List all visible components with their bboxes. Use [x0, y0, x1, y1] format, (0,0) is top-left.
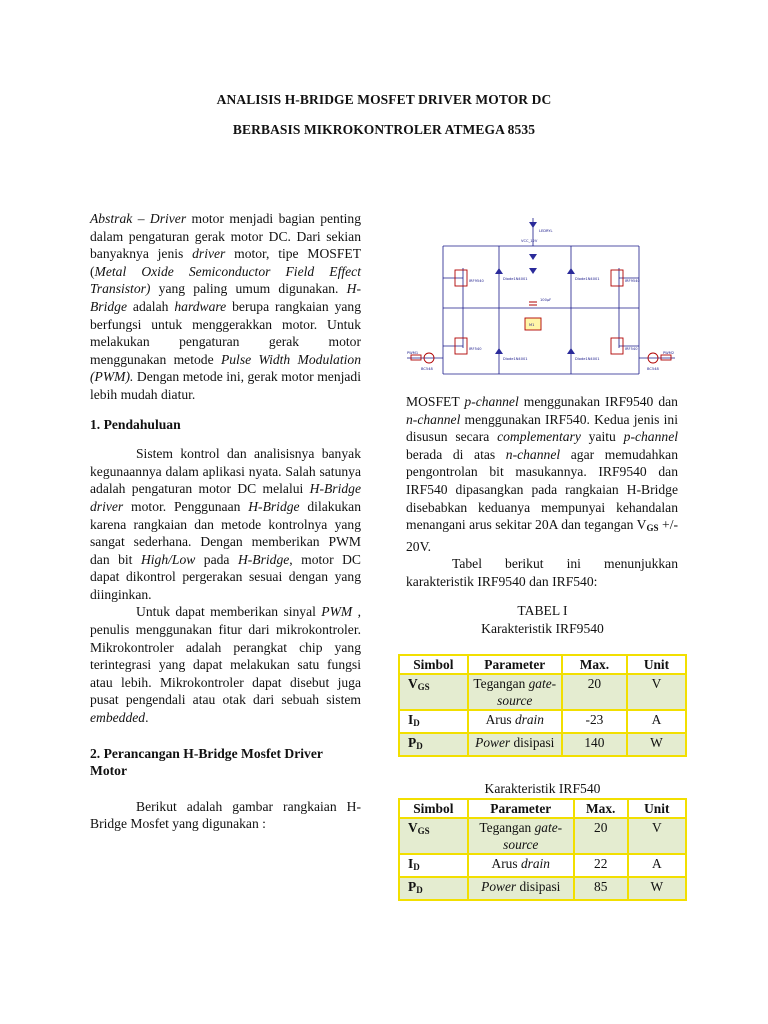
- section-1-paragraph-2: [90, 603, 361, 726]
- max-cell: -23: [562, 710, 627, 733]
- text-run: embedded: [90, 710, 146, 726]
- text-run: H-Bridge: [90, 281, 361, 314]
- text-run: Tegangan: [479, 820, 535, 835]
- table-header-cell: Simbol: [399, 655, 468, 674]
- label-d3: Diode1N4001: [503, 357, 528, 361]
- table-header-cell: Max.: [562, 655, 627, 674]
- label-d1: Diode1N4001: [503, 277, 528, 281]
- unit-cell: A: [628, 854, 686, 877]
- text-run: yaitu: [580, 429, 624, 445]
- symbol-cell: [399, 854, 468, 877]
- text-run: menggunakan IRF9540 dan: [518, 394, 678, 409]
- parameter-cell: [468, 818, 574, 854]
- text-run: n-channel: [505, 446, 561, 462]
- text-run: H-Bridge: [237, 551, 290, 567]
- symbol-letter: I: [408, 856, 414, 871]
- text-run: gate-source: [503, 820, 563, 852]
- text-run: disipasi: [516, 879, 561, 894]
- symbol-letter: V: [408, 820, 418, 835]
- text-run: Pulse Width Modulation (PWM).: [90, 351, 361, 385]
- section-2-heading: 2. Perancangan H-Bridge Mosfet Driver Motor: [90, 745, 323, 779]
- table-row: [399, 854, 686, 877]
- text-run: Arus: [491, 856, 521, 871]
- text-run: adalah: [127, 298, 175, 314]
- label-d4: Diode1N4001: [575, 357, 600, 361]
- parameter-cell: [468, 733, 562, 756]
- table-row: [399, 674, 686, 710]
- text-run: –: [132, 211, 150, 226]
- symbol-cell: [399, 674, 468, 710]
- table-2-caption: Karakteristik IRF540: [484, 781, 601, 796]
- text-run: Sistem kontrol dan analisisnya banyak kegunaannya dalam aplikasi nyata. Salah satunya adalah pengaturan motor DC melalui: [90, 446, 361, 497]
- text-run: +/- 20V.: [406, 517, 678, 554]
- text-run: gate-source: [497, 676, 557, 708]
- text-run: yang paling umum digunakan.: [150, 281, 347, 297]
- text-run: pada: [195, 551, 238, 567]
- table-header-row: [399, 799, 686, 818]
- symbol-subscript: D: [413, 862, 420, 872]
- text-run: Berikut adalah gambar rangkaian H-Bridge Mosfet yang digunakan :: [90, 798, 361, 832]
- table-irf540: [398, 798, 687, 901]
- text-run: drain: [514, 712, 544, 727]
- abstract-paragraph: [90, 210, 361, 404]
- label-q3: IRF540: [469, 347, 482, 351]
- section-1-paragraph-1: [90, 445, 361, 603]
- text-run: Driver: [149, 211, 187, 226]
- symbol-letter: V: [408, 676, 418, 691]
- table-row: [399, 710, 686, 733]
- text-run: motor, tipe MOSFET (: [90, 246, 361, 279]
- parameter-cell: [468, 674, 562, 710]
- table-1-label: TABEL I: [517, 603, 568, 618]
- text-run: Metal Oxide Semiconductor Field Effect Transistor): [90, 263, 361, 297]
- max-cell: 20: [574, 818, 628, 854]
- text-run: .: [145, 710, 149, 726]
- table-header-cell: Max.: [574, 799, 628, 818]
- parameter-cell: [468, 710, 562, 733]
- unit-cell: V: [628, 818, 686, 854]
- parameter-cell: [468, 877, 574, 900]
- h-bridge-schematic: [403, 208, 679, 384]
- label-d2: Diode1N4001: [575, 277, 600, 281]
- label-q1: IRF9540: [469, 279, 484, 283]
- text-run: MOSFET: [406, 394, 465, 409]
- max-cell: 22: [574, 854, 628, 877]
- text-run: , motor DC dapat dikontrol pergerakan sesuai dengan yang diinginkan.: [90, 551, 361, 602]
- text-run: drain: [520, 856, 550, 871]
- text-run: Tabel berikut ini menunjukkan karakteristik IRF9540 dan IRF540:: [406, 556, 678, 589]
- text-run: Dengan metode ini, gerak motor menjadi lebih mudah diatur.: [90, 369, 361, 402]
- table-irf9540: [398, 654, 687, 757]
- label-vcc: VCC_12V: [521, 239, 538, 243]
- text-run: , penulis menggunakan fitur dari mikrokontroler. Mikrokontroler adalah perangkat chip yang terintegrasi yang dapat melakukan satu fungsi atau lebih. Mikrokontroler dapat disebut juga pusat pengendali atau otak dari sebuah sistem: [90, 604, 361, 708]
- symbol-subscript: GS: [417, 682, 430, 692]
- unit-cell: W: [627, 733, 686, 756]
- text-run: agar memudahkan pengontrolan bit masukannya. IRF9540 dan IRF540 dipasangkan pada rangkaian H-Bridge disebabkan keduanya mempunyai kehandalan menangani arus sekitar 20A dan tegangan V: [406, 446, 678, 533]
- left-column: [90, 210, 361, 833]
- text-run: disipasi: [510, 735, 555, 750]
- symbol-letter: P: [408, 735, 417, 750]
- table-header-row: [399, 655, 686, 674]
- table-header-cell: Unit: [628, 799, 686, 818]
- symbol-cell: [399, 710, 468, 733]
- text-run: Abstrak: [90, 211, 133, 226]
- text-run: Power: [481, 879, 517, 894]
- label-bc-right: BC548: [647, 367, 659, 371]
- symbol-subscript: D: [416, 741, 423, 751]
- max-cell: 20: [562, 674, 627, 710]
- unit-cell: W: [628, 877, 686, 900]
- paper-title-line-2: BERBASIS MIKROKONTROLER ATMEGA 8535: [232, 122, 536, 137]
- table-header-cell: Parameter: [468, 655, 562, 674]
- text-run: dilakukan karena rangkaian dan metode kontrolnya yang sangat sederhana. Dengan memberikan PWM dan bit: [90, 498, 361, 567]
- label-q2: IRF9540: [625, 279, 640, 283]
- text-run: p-channel: [464, 394, 519, 409]
- text-run: berada di atas: [406, 446, 506, 462]
- symbol-subscript: D: [413, 718, 420, 728]
- right-paragraph-1: [406, 393, 678, 555]
- text-run: Arus: [485, 712, 515, 727]
- text-run: menggunakan IRF540. Kedua jenis ini disusun secara: [406, 411, 678, 445]
- label-q4: IRF540: [625, 347, 638, 351]
- table-header-cell: Parameter: [468, 799, 574, 818]
- symbol-letter: P: [408, 879, 417, 894]
- symbol-cell: [399, 818, 468, 854]
- text-run: Power: [475, 735, 511, 750]
- section-2-paragraph-1: [90, 798, 361, 833]
- text-run: p-channel: [623, 429, 679, 445]
- text-run: H-Bridge driver: [90, 481, 361, 514]
- label-led: LEDRYL: [539, 229, 553, 233]
- table-row: [399, 733, 686, 756]
- text-run: motor. Penggunaan: [123, 498, 249, 514]
- label-pwm1: PWM1: [407, 351, 419, 355]
- label-cap: 100µF: [540, 298, 552, 302]
- text-run: Tegangan: [473, 676, 529, 691]
- paper-title-line-1: ANALISIS H-BRIDGE MOSFET DRIVER MOTOR DC: [216, 92, 552, 107]
- symbol-cell: [399, 733, 468, 756]
- text-run: H-Bridge: [248, 498, 300, 514]
- text-run: hardware: [174, 298, 227, 314]
- max-cell: 85: [574, 877, 628, 900]
- text-run: Untuk dapat memberikan sinyal: [136, 604, 322, 620]
- symbol-subscript: GS: [417, 826, 430, 836]
- table-header-cell: Unit: [627, 655, 686, 674]
- parameter-cell: [468, 854, 574, 877]
- max-cell: 140: [562, 733, 627, 756]
- table-header-cell: Simbol: [399, 799, 468, 818]
- text-run: High/Low: [140, 551, 196, 567]
- text-run: GS: [646, 523, 659, 534]
- unit-cell: V: [627, 674, 686, 710]
- text-run: complementary: [497, 429, 581, 445]
- table-row: [399, 818, 686, 854]
- symbol-subscript: D: [416, 885, 423, 895]
- section-1-heading: 1. Pendahuluan: [90, 416, 181, 432]
- text-run: driver: [192, 246, 226, 262]
- text-run: berupa rangkaian yang berfungsi untuk menggerakkan motor. Untuk melakukan pengaturan gerak motor menggunakan metode: [90, 298, 361, 367]
- text-run: motor menjadi bagian penting dalam pengaturan gerak motor DC. Dari sekian banyaknya jenis: [90, 211, 361, 262]
- unit-cell: A: [627, 710, 686, 733]
- label-pwm2: PWM2: [663, 351, 675, 355]
- label-motor: M1: [529, 323, 535, 327]
- symbol-letter: I: [408, 712, 414, 727]
- symbol-cell: [399, 877, 468, 900]
- table-1-caption: Karakteristik IRF9540: [481, 621, 604, 636]
- text-run: n-channel: [406, 411, 461, 427]
- right-paragraph-2: [406, 555, 678, 590]
- table-row: [399, 877, 686, 900]
- label-bc-left: BC548: [421, 367, 433, 371]
- text-run: PWM: [321, 604, 353, 620]
- right-column: [406, 393, 678, 591]
